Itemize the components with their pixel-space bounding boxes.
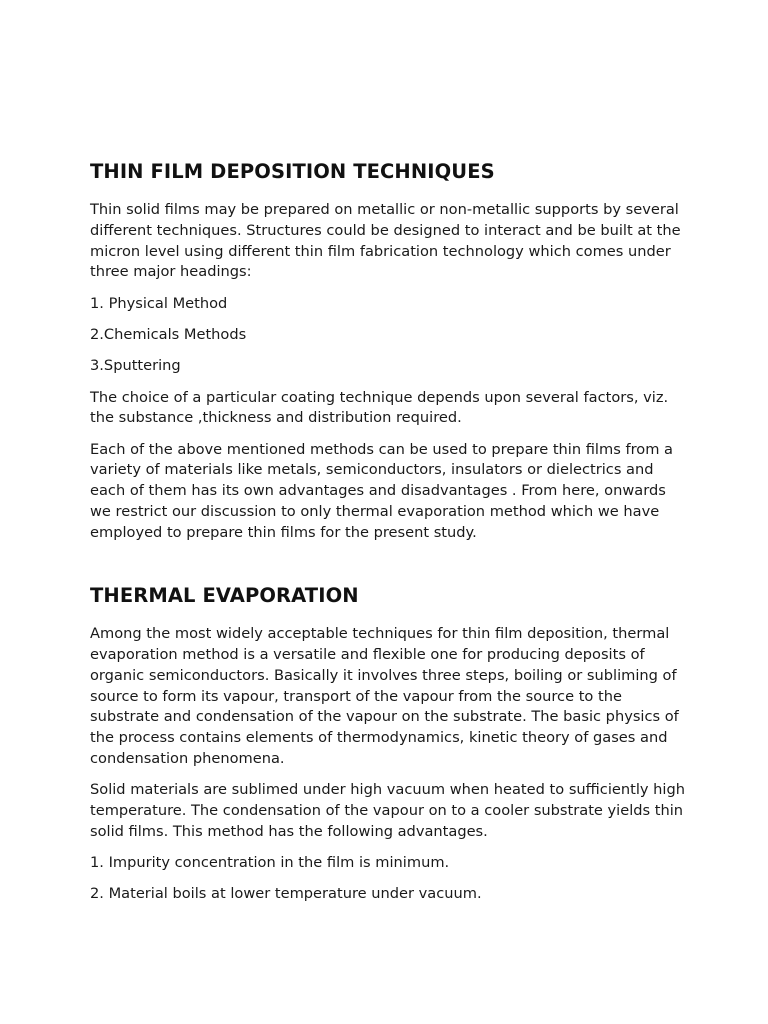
list-item-sputtering: 3.Sputtering [90,357,181,375]
section-heading-thermal-evaporation: THERMAL EVAPORATION [90,584,359,608]
list-item-chemical-methods: 2.Chemicals Methods [90,325,247,343]
paragraph-methods: Each of the above mentioned methods can be used to prepare thin films from a variety of materials like metals, semiconductors, insulators or dielectrics and each of them has its own advantages and disadvantages . From here, onwards we restrict our discussion to only thermal evaporation method which we have employed to prepare thin films for the present study. [90,440,673,541]
list-item-physical-method: 1. Physical Method [90,294,228,312]
section-spacer [90,554,690,582]
paragraph-sublimation: Solid materials are sublimed under high vacuum when heated to sufficiently high temperature. The condensation of the vapour on to a cooler substrate yields thin solid films. This method has the following advantages. [90,781,685,840]
list-item-advantage-1: 1. Impurity concentration in the film is minimum. [90,854,450,872]
paragraph-choice: The choice of a particular coating technique depends upon several factors, viz. the substance ,thickness and distribution required. [90,388,669,427]
paragraph-thermal-intro: Among the most widely acceptable techniques for thin film deposition, thermal evaporation method is a versatile and flexible one for producing deposits of organic semiconductors. Basically it involves three steps, boiling or subliming of source to form its vapour, transport of the vapour from the source to the substrate and condensation of the vapour on the substrate. The basic physics of the process contains elements of thermodynamics, kinetic theory of gases and condensation phenomena. [90,625,679,767]
document-page [90,158,690,916]
list-item-advantage-2: 2. Material boils at lower temperature under vacuum. [90,885,482,903]
section-heading-thin-film: THIN FILM DEPOSITION TECHNIQUES [90,160,495,183]
paragraph-intro: Thin solid films may be prepared on metallic or non-metallic supports by several different techniques. Structures could be designed to interact and be built at the micron level using different thin film fabrication technology which comes under three major headings: [90,201,681,281]
